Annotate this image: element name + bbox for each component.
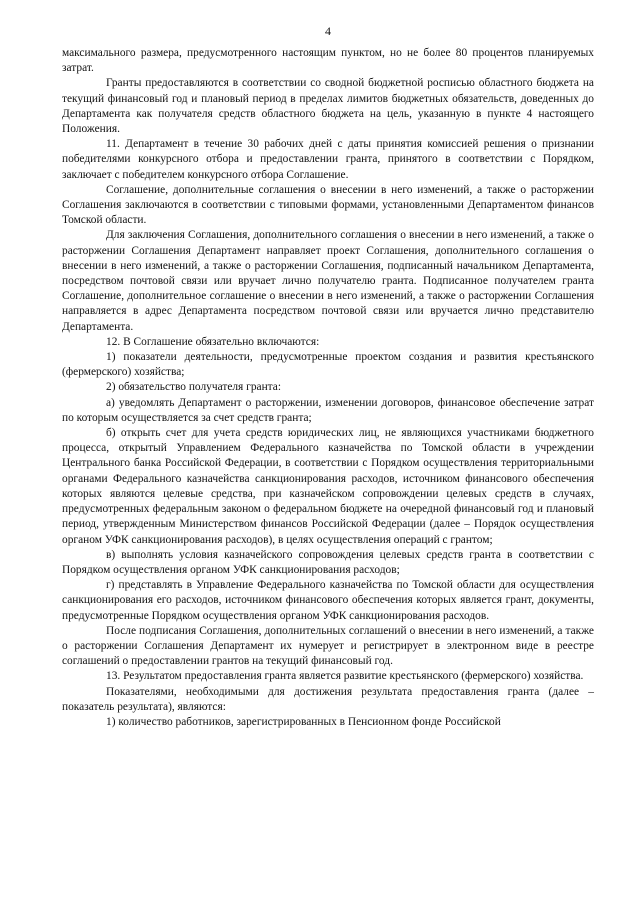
paragraph-clause-12: 12. В Соглашение обязательно включаются: [106, 335, 320, 348]
page-number: 4 [325, 24, 331, 38]
paragraph-clause-11: 11. Департамент в течение 30 рабочих дней с даты принятия комиссией решения о признании победителями конкурсного отбора и предоставлении гранта, принятого в соответствии с Порядком, заключает с победителем конкурсного отбора Соглашение. [62, 138, 594, 181]
paragraph-item-1: 1) показатели деятельности, предусмотренные проектом создания и развития крестьянского (фермерского) хозяйства; [62, 351, 594, 379]
paragraph-item-2v: в) выполнять условия казначейского сопровождения целевых средств гранта в соответствии с Порядком осуществления органом УФК санкционирования расходов; [62, 548, 594, 576]
paragraph-item-2: 2) обязательство получателя гранта: [106, 381, 282, 394]
document-page [62, 24, 594, 730]
paragraph-continuation: максимального размера, предусмотренного настоящим пунктом, но не более 80 процентов планируемых затрат. [62, 47, 594, 75]
paragraph-agreement-procedure: Для заключения Соглашения, дополнительного соглашения о внесении в него изменений, а также о расторжении Соглашения Департамент направляет проект Соглашения, дополнительного соглашения о внесении в него изменений, а также о расторжении Соглашения, подписанный начальником Департамента, посредством почтовой связи или вручает лично получателю гранта. Подписанное получателем гранта Соглашение, дополнительное соглашение о внесении в него изменений, а также о расторжении Соглашения направляется в адрес Департамента посредством почтовой связи или вручается лично представителю Департамента. [62, 229, 594, 333]
paragraph-item-2a: а) уведомлять Департамент о расторжении, изменении договоров, финансовое обеспечение затрат по которым осуществляется за счет средств гранта; [62, 396, 594, 424]
paragraph-indicators: Показателями, необходимыми для достижения результата предоставления гранта (далее – показатель результата), являются: [62, 685, 594, 713]
paragraph-item-2g: г) представлять в Управление Федерального казначейства по Томской области для осуществления санкционирования его расходов, источником финансового обеспечения которых является грант, документы, предусмотренные Порядком осуществления органом УФК санкционирования расходов. [62, 579, 594, 622]
paragraph-registration: После подписания Соглашения, дополнительных соглашений о внесении в него изменений, а также о расторжении Соглашения Департамент их нумерует и регистрирует в электронном виде в реестре соглашений о предоставлении грантов на текущий финансовый год. [62, 624, 594, 668]
paragraph-agreement-forms: Соглашение, дополнительные соглашения о внесении в него изменений, а также о расторжении Соглашения заключаются в соответствии с типовыми формами, установленными Департаментом финансов Томской области. [62, 183, 594, 227]
document-body [62, 46, 594, 730]
paragraph-item-2b: б) открыть счет для учета средств юридических лиц, не являющихся участниками бюджетного процесса, открытый Управлением Федерального казначейства по Томской области в учреждении Центрального банка Российской Федерации, в соответствии с Порядком осуществления территориальными органами Федерального казначейства санкционирования расходов, источником финансового обеспечения которых являются целевые средства, при казначейском сопровождении целевых средств в случаях, предусмотренных федеральным законом о федеральном бюджете на очередной финансовый год и плановый период, утвержденным Министерством финансов Российской Федерации (далее – Порядок осуществления органом УФК санкционирования расходов), в целях осуществления операций с грантом; [62, 427, 594, 546]
paragraph-indicator-1: 1) количество работников, зарегистрированных в Пенсионном фонде Российской [106, 715, 501, 728]
paragraph-grants-budget: Гранты предоставляются в соответствии со сводной бюджетной росписью областного бюджета на текущий финансовый год и плановый период в пределах лимитов бюджетных обязательств, доведенных до Департамента как получателя средств областного бюджета на цель, указанную в пункте 4 настоящего Положения. [62, 77, 594, 136]
paragraph-clause-13: 13. Результатом предоставления гранта является развитие крестьянского (фермерского) хозяйства. [106, 670, 584, 683]
